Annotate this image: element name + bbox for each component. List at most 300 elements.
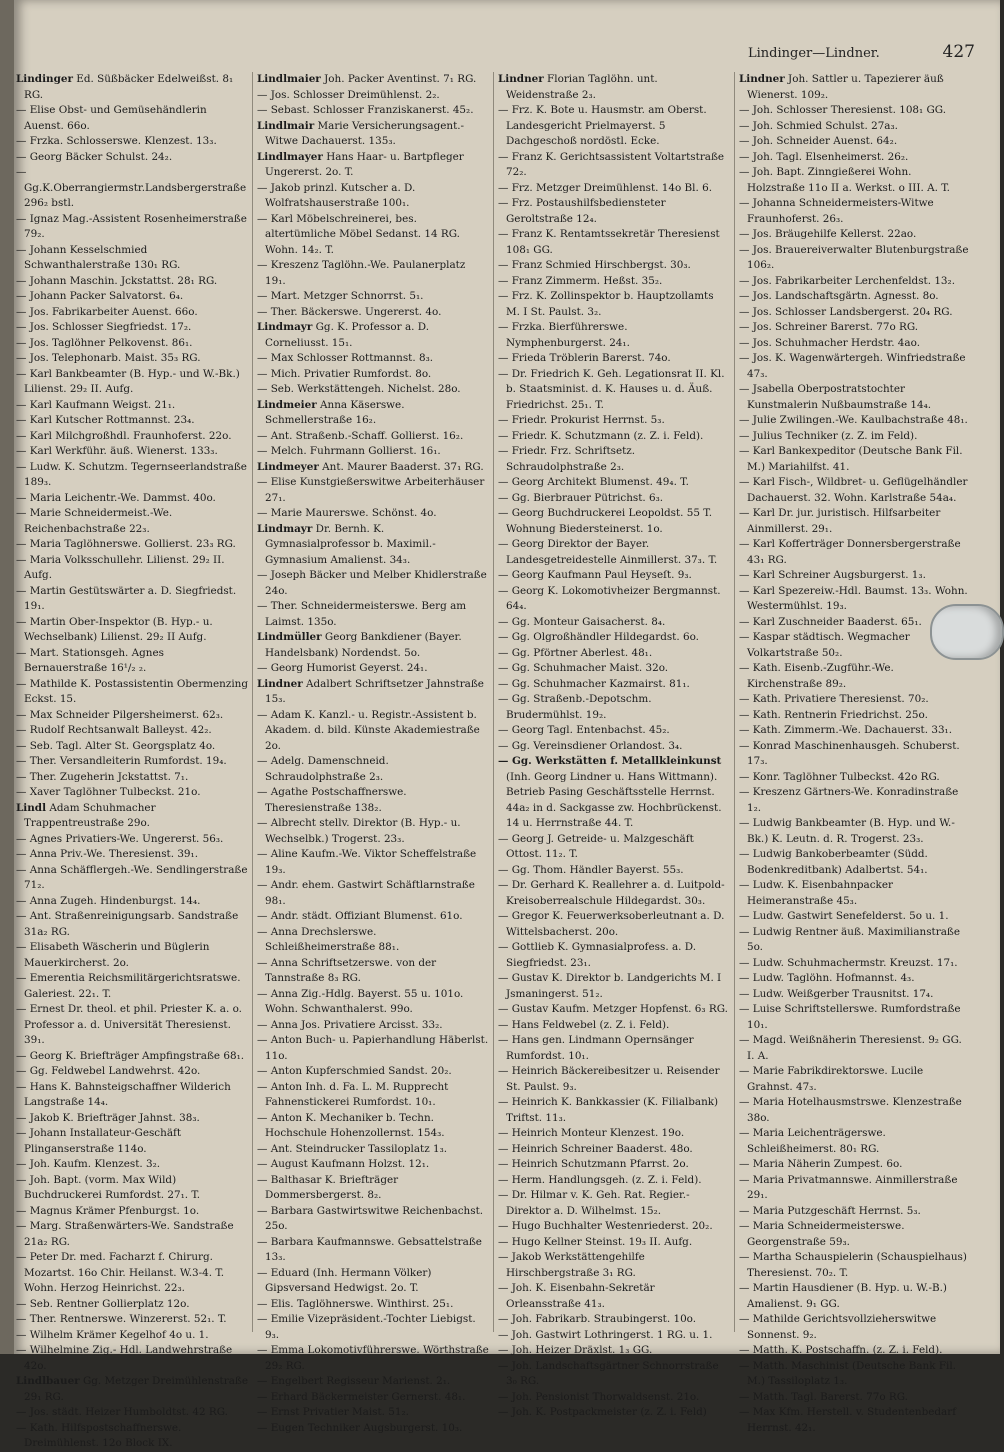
entry-text: — Anna Schäfflergeh.-We. Sendlingerstraße 71₂. bbox=[16, 863, 248, 891]
entry-text: — Rudolf Rechtsanwalt Balleyst. 42₂. bbox=[16, 724, 212, 736]
directory-entry bbox=[16, 940, 248, 971]
entry-text: — Ther. Versandleiterin Rumfordst. 19₄. bbox=[16, 755, 227, 767]
entry-text: — Frzka. Schlosserswe. Klenzest. 13₃. bbox=[16, 135, 217, 147]
entry-text: — Karl Zuschneider Baaderst. 65₁. bbox=[739, 615, 922, 628]
directory-entry bbox=[739, 1095, 971, 1126]
entry-surname: Lindmayr bbox=[257, 522, 313, 535]
entry-text: — Jos. Landschaftsgärtn. Agnesst. 8o. bbox=[739, 290, 939, 302]
directory-entry bbox=[739, 987, 971, 1003]
entry-text: — Luise Schriftstellerswe. Rumfordstraße 10₁. bbox=[739, 1003, 961, 1031]
entry-text: — Georg Architekt Blumenst. 49₄. T. bbox=[498, 476, 689, 488]
entry-text: — Anton K. Mechaniker b. Techn. Hochschule Hohenzollernst. 154₃. bbox=[257, 1111, 445, 1139]
entry-text: — Gg.K.Oberrangiermstr.Landsbergerstraße 296₂ bstl. bbox=[16, 166, 247, 209]
entry-text: — Adelg. Damenschneid. Schraudolphstraße 2₃. bbox=[257, 755, 389, 783]
directory-entry bbox=[16, 909, 248, 940]
directory-entry bbox=[739, 692, 971, 708]
directory-entry bbox=[16, 243, 248, 274]
entry-text: — Anna Priv.-We. Theresienst. 39₁. bbox=[16, 848, 199, 860]
entry-text: — Jos. Schlosser Siegfriedst. 17₂. bbox=[16, 321, 192, 333]
directory-entry bbox=[16, 785, 248, 801]
directory-entry bbox=[16, 398, 248, 414]
directory-entry bbox=[16, 274, 248, 290]
directory-entry bbox=[498, 367, 730, 414]
entry-text: — Jsabella Oberpostratstochter Kunstmalerin Nußbaumstraße 14₄. bbox=[739, 383, 932, 411]
entry-text: — Max Kfm. Herstell. v. Studentenbedarf Herrnst. 42₁. bbox=[739, 1406, 957, 1434]
entry-text: — Marie Fabrikdirektorswe. Lucile Grahnst. 47₃. bbox=[739, 1065, 924, 1093]
directory-entry bbox=[16, 832, 248, 848]
directory-entry bbox=[16, 1297, 248, 1313]
entry-text: — Ther. Bäckerswe. Ungererst. 4o. bbox=[257, 305, 442, 318]
directory-entry bbox=[257, 1297, 489, 1313]
directory-entry bbox=[498, 491, 730, 507]
entry-text: — Karl Möbelschreinerei, bes. altertümliche Möbel Sedanst. 14 RG. Wohn. 14₂. T. bbox=[257, 212, 460, 256]
entry-text: — Matth. Maschinist (Deutsche Bank Fil. M.) Tassiloplatz 1₃. bbox=[739, 1359, 956, 1387]
entry-text: — Joh. K. Postpackmeister (z. Z. i. Feld) bbox=[498, 1406, 707, 1418]
directory-entry bbox=[739, 196, 971, 227]
entry-text: — Marie Schneidermeist.-We. Reichenbachstraße 22₃. bbox=[16, 507, 173, 535]
directory-entry bbox=[16, 491, 248, 507]
directory-entry bbox=[739, 336, 971, 352]
directory-entry bbox=[498, 258, 730, 274]
directory-entry bbox=[257, 677, 489, 708]
directory-entry bbox=[498, 1343, 730, 1359]
directory-entry bbox=[257, 398, 489, 429]
entry-surname: Lindmeyer bbox=[257, 460, 319, 473]
entry-text: — Engelbert Regisseur Marienst. 2₁. bbox=[257, 1375, 451, 1387]
entry-text: — Balthasar K. Briefträger Dommersbergerst. 8₂. bbox=[257, 1173, 399, 1201]
column-1 bbox=[16, 72, 248, 1449]
entry-text: — Joh. Schneider Auenst. 64₂. bbox=[739, 135, 898, 147]
directory-entry bbox=[739, 1204, 971, 1220]
directory-entry bbox=[498, 677, 730, 693]
directory-entry bbox=[739, 1343, 971, 1359]
entry-text: — Karl Fisch-, Wildbret- u. Geflügelhändler Dachauerst. 32. Wohn. Karlstraße 54a₄. bbox=[739, 476, 968, 504]
directory-entry bbox=[257, 429, 489, 445]
entry-text: Ant. Maurer Baaderst. 37₁ RG. bbox=[322, 460, 484, 473]
entry-text: — Heinrich Schreiner Baaderst. 48o. bbox=[498, 1142, 693, 1155]
entry-text: — Johann Installateur-Geschäft Plinganserstraße 114o. bbox=[16, 1127, 182, 1155]
directory-entry bbox=[16, 1405, 248, 1421]
directory-entry bbox=[498, 72, 730, 103]
entry-text: — Anton Buch- u. Papierhandlung Häberlst. 11o. bbox=[257, 1034, 489, 1062]
entry-text: — Joseph Bäcker und Melber Khidlerstraße 24o. bbox=[257, 569, 487, 597]
directory-entry bbox=[739, 289, 971, 305]
directory-entry bbox=[257, 258, 489, 289]
directory-entry bbox=[16, 336, 248, 352]
entry-text: — Jos. Schuhmacher Herdstr. 4ao. bbox=[739, 336, 920, 349]
directory-entry bbox=[16, 754, 248, 770]
directory-entry bbox=[498, 1188, 730, 1219]
entry-surname: Lindner bbox=[498, 73, 544, 85]
directory-entry bbox=[739, 1390, 971, 1406]
entry-text: — Andr. ehem. Gastwirt Schäftlarnstraße 98₁. bbox=[257, 879, 475, 907]
directory-entry bbox=[498, 739, 730, 755]
entry-text: — Georg J. Getreide- u. Malzgeschäft Ottost. 11₂. T. bbox=[498, 832, 694, 860]
entry-text: — Maria Taglöhnerswe. Gollierst. 23₃ RG. bbox=[16, 538, 236, 550]
entry-text: — Ther. Schneidermeisterswe. Berg am Laimst. 135o. bbox=[257, 600, 467, 628]
entry-text: — Jos. Fabrikarbeiter Lerchenfeldst. 13₂. bbox=[739, 274, 956, 287]
directory-entry bbox=[498, 1064, 730, 1095]
directory-entry bbox=[257, 630, 489, 661]
entry-text: — Franz K. Gerichtsassistent Voltartstraße 72₂. bbox=[498, 150, 725, 178]
entry-text: — Joh. Bapt. (vorm. Max Wild) Buchdruckerei Rumfordst. 27₁. T. bbox=[16, 1173, 201, 1201]
directory-entry bbox=[16, 847, 248, 863]
directory-entry bbox=[16, 739, 248, 755]
directory-entry bbox=[498, 661, 730, 677]
directory-entry bbox=[257, 708, 489, 755]
directory-entry bbox=[498, 1390, 730, 1406]
entry-text: — Georg K. Briefträger Ampfingstraße 68₁. bbox=[16, 1049, 245, 1062]
entry-text: — Jos. Schreiner Barerst. 77o RG. bbox=[739, 321, 919, 333]
directory-entry bbox=[498, 1126, 730, 1142]
directory-entry bbox=[498, 444, 730, 475]
directory-entry bbox=[498, 1002, 730, 1018]
entry-text: — Jos. Brauereiverwalter Blutenburgstraße 106₂. bbox=[739, 243, 969, 271]
directory-entry bbox=[257, 1111, 489, 1142]
directory-entry bbox=[257, 305, 489, 321]
entry-text: — Karl Kutscher Rottmannst. 23₄. bbox=[16, 414, 195, 426]
entry-surname: Lindmüller bbox=[257, 631, 322, 643]
entry-text: Ed. Süßbäcker Edelweißst. 8₁ RG. bbox=[24, 73, 234, 101]
directory-entry bbox=[257, 289, 489, 305]
entry-text: — Hans Feldwebel (z. Z. i. Feld). bbox=[498, 1018, 670, 1031]
entry-text: Joh. Sattler u. Tapezierer äuß Wienerst. 109₂. bbox=[747, 73, 944, 101]
entry-text: — Herm. Handlungsgeh. (z. Z. i. Feld). bbox=[498, 1173, 702, 1186]
entry-text: — Maria Leichenträgerswe. Schleißheimerst. 80₁ RG. bbox=[739, 1127, 886, 1155]
directory-entry bbox=[498, 537, 730, 568]
entry-text: — Kath. Zimmerm.-We. Dachauerst. 33₁. bbox=[739, 724, 953, 736]
directory-entry bbox=[16, 1421, 248, 1452]
directory-entry bbox=[498, 274, 730, 290]
entry-text: — Johann Kesselschmied Schwanthalerstraße 130₁ RG. bbox=[16, 243, 181, 271]
entry-text: Adam Schuhmacher Trappentreustraße 29o. bbox=[24, 801, 156, 829]
entry-text: Marie Versicherungsagent.-Witwe Dachauerst. 135₃. bbox=[265, 119, 465, 147]
directory-entry bbox=[16, 289, 248, 305]
entry-text: — Magnus Krämer Pfenburgst. 1o. bbox=[16, 1204, 200, 1217]
entry-text: — Maria Volksschullehr. Lilienst. 29₂ II. Aufg. bbox=[16, 553, 225, 581]
entry-text: — Max Schlosser Rottmannst. 8₃. bbox=[257, 352, 434, 364]
directory-entry bbox=[16, 413, 248, 429]
directory-entry bbox=[739, 878, 971, 909]
directory-entry bbox=[739, 134, 971, 150]
directory-entry bbox=[16, 1111, 248, 1127]
entry-text: — Mart. Stationsgeh. Agnes Bernauerstraße 16¹/₂ ₂. bbox=[16, 646, 164, 674]
entry-text: — Wilhelm Krämer Kegelhof 4o u. 1. bbox=[16, 1328, 209, 1341]
entry-text: — Melch. Fuhrmann Gollierst. 16₁. bbox=[257, 445, 441, 457]
entry-text: — Kreszenz Gärtners-We. Konradinstraße 1₂. bbox=[739, 786, 959, 814]
entry-text: — Karl Kaufmann Weigst. 21₁. bbox=[16, 398, 176, 411]
entry-text: — Franz Schmied Hirschbergst. 30₃. bbox=[498, 259, 691, 271]
directory-entry bbox=[257, 661, 489, 677]
entry-text: — Joh. Pensionist Thorwaldsenst. 21o. bbox=[498, 1390, 700, 1403]
entry-text: — Sebast. Schlosser Franziskanerst. 45₂. bbox=[257, 104, 474, 116]
directory-entry bbox=[16, 1157, 248, 1173]
directory-entry bbox=[739, 119, 971, 135]
directory-entry bbox=[257, 444, 489, 460]
directory-entry bbox=[498, 1219, 730, 1235]
entry-text: — Karl Bankbeamter (B. Hyp.- und W.-Bk.) Lilienst. 29₂ II. Aufg. bbox=[16, 367, 240, 395]
entry-text: — Martin Hausdiener (B. Hyp. u. W.-B.) Amalienst. 9₁ GG. bbox=[739, 1282, 947, 1310]
directory-entry bbox=[257, 475, 489, 506]
directory-entry bbox=[498, 832, 730, 863]
directory-entry bbox=[739, 537, 971, 568]
directory-entry bbox=[739, 708, 971, 724]
directory-entry bbox=[739, 723, 971, 739]
directory-entry bbox=[16, 1064, 248, 1080]
entry-text: — Ther. Zugeherin Jckstattst. 7₁. bbox=[16, 770, 189, 783]
directory-entry bbox=[257, 1421, 489, 1437]
entry-surname: Lindl bbox=[16, 801, 47, 814]
directory-entry bbox=[498, 615, 730, 631]
entry-text: — Heinrich Bäckereibesitzer u. Reisender St. Paulst. 9₃. bbox=[498, 1065, 720, 1093]
entry-text: — Gg. Vereinsdiener Orlandost. 3₄. bbox=[498, 739, 683, 752]
entry-text: — Maria Näherin Zumpest. 6o. bbox=[739, 1158, 903, 1170]
directory-entry bbox=[498, 351, 730, 367]
directory-entry bbox=[739, 1312, 971, 1343]
entry-text: — Jos. K. Wagenwärtergeh. Winfriedstraße 47₃. bbox=[739, 352, 966, 380]
entry-text: — Georg Humorist Geyerst. 24₁. bbox=[257, 662, 428, 674]
entry-text: Gg. K. Professor a. D. Corneliusst. 15₁. bbox=[265, 321, 430, 349]
directory-entry bbox=[739, 1281, 971, 1312]
directory-entry bbox=[739, 1405, 971, 1436]
entry-text: — Franz Zimmerm. Heßst. 35₂. bbox=[498, 274, 663, 287]
directory-entry bbox=[16, 305, 248, 321]
directory-entry bbox=[257, 754, 489, 785]
directory-entry bbox=[16, 1219, 248, 1250]
entry-surname: Lindner bbox=[257, 677, 303, 690]
directory-entry bbox=[739, 413, 971, 429]
directory-entry bbox=[16, 1204, 248, 1220]
directory-entry bbox=[498, 227, 730, 258]
entry-text: — Anna Zig.-Hdlg. Bayerst. 55 u. 101o. Wohn. Schwanthalerst. 99o. bbox=[257, 987, 464, 1015]
directory-entry bbox=[257, 1312, 489, 1343]
directory-entry bbox=[257, 1033, 489, 1064]
directory-entry bbox=[498, 940, 730, 971]
entry-text: — Ther. Rentnerswe. Winzererst. 52₁. T. bbox=[16, 1313, 227, 1325]
directory-entry bbox=[16, 1173, 248, 1204]
directory-entry bbox=[739, 1250, 971, 1281]
entry-text: — Johann Packer Salvatorst. 6₄. bbox=[16, 290, 184, 302]
entry-text: — Gg. Pförtner Aberlest. 48₁. bbox=[498, 646, 653, 659]
directory-entry bbox=[739, 770, 971, 786]
entry-text: — Jos. städt. Heizer Humboldtst. 42 RG. bbox=[16, 1406, 228, 1418]
entry-text: — Franz K. Rentamtssekretär Theresienst 108₁ GG. bbox=[498, 228, 720, 256]
entry-text: — Joh. Tagl. Elsenheimerst. 26₂. bbox=[739, 150, 909, 163]
entry-text: — Maria Schneidermeisterswe. Georgenstraße 59₃. bbox=[739, 1220, 905, 1248]
entry-text: — Jos. Schlosser Landsbergerst. 20₄ RG. bbox=[739, 305, 953, 318]
directory-entry bbox=[16, 1374, 248, 1405]
column-rule bbox=[734, 72, 735, 1332]
directory-entry bbox=[739, 305, 971, 321]
directory-entry bbox=[498, 568, 730, 584]
entry-text: — Barbara Kaufmannswe. Gebsattelstraße 13₃. bbox=[257, 1235, 482, 1263]
entry-text: — Maria Putzgeschäft Herrnst. 5₃. bbox=[739, 1204, 921, 1217]
entry-text: — Hugo Buchhalter Westenriederst. 20₂. bbox=[498, 1220, 713, 1232]
directory-entry bbox=[257, 1374, 489, 1390]
directory-entry bbox=[739, 661, 971, 692]
entry-text: — Joh. Landschaftsgärtner Schnorrstraße 3₀ RG. bbox=[498, 1359, 719, 1387]
entry-text: — Dr. Hilmar v. K. Geh. Rat. Regier.-Direktor a. D. Wilhelmst. 15₂. bbox=[498, 1189, 690, 1217]
directory-entry bbox=[16, 677, 248, 708]
entry-text: — Frz. K. Bote u. Hausmstr. am Oberst. Landesgericht Prielmayerst. 5 Dachgeschoß nordöstl. Ecke. bbox=[498, 104, 707, 147]
entry-text: — Kreszenz Taglöhn.-We. Paulanerplatz 19₁. bbox=[257, 259, 466, 287]
entry-text: — Gregor K. Feuerwerksoberleutnant a. D. Wittelsbacherst. 20o. bbox=[498, 910, 725, 938]
column-3 bbox=[498, 72, 730, 1418]
entry-text: — Gustav Kaufm. Metzger Hopfenst. 6₃ RG. bbox=[498, 1003, 728, 1015]
entry-text: — Anton Inh. d. Fa. L. M. Rupprecht Fahnenstickerei Rumfordst. 10₁. bbox=[257, 1080, 449, 1108]
entry-text: — Erhard Bäckermeister Gernerst. 48₁. bbox=[257, 1390, 466, 1403]
entry-text: — Adam K. Kanzl.- u. Registr.-Assistent b. Akadem. d. bild. Künste Akademiestraße 2o. bbox=[257, 708, 480, 752]
directory-entry bbox=[257, 1343, 489, 1374]
directory-entry bbox=[16, 444, 248, 460]
entry-text: — Karl Werkführ. äuß. Wienerst. 133₃. bbox=[16, 445, 218, 457]
entry-text: — Friedr. K. Schutzmann (z. Z. i. Feld). bbox=[498, 429, 704, 442]
entry-text: — Barbara Gastwirtswitwe Reichenbachst. 25o. bbox=[257, 1204, 484, 1232]
entry-text: Adalbert Schriftsetzer Jahnstraße 15₃. bbox=[265, 677, 484, 705]
directory-entry bbox=[16, 708, 248, 724]
entry-text: — Kaspar städtisch. Wegmacher Volkartstraße 50₂. bbox=[739, 631, 910, 659]
directory-entry bbox=[739, 274, 971, 290]
entry-text: — Joh. Gastwirt Lothringerst. 1 RG. u. 1. bbox=[498, 1328, 713, 1341]
entry-text: — Maria Privatmannswe. Ainmillerstraße 29₁. bbox=[739, 1173, 958, 1201]
entry-text: — Ant. Steindrucker Tassiloplatz 1₃. bbox=[257, 1142, 448, 1155]
directory-entry bbox=[498, 878, 730, 909]
entry-text: — Albrecht stellv. Direktor (B. Hyp.- u. Wechselbk.) Trogerst. 23₃. bbox=[257, 817, 461, 845]
entry-text: — Georg Bäcker Schulst. 24₂. bbox=[16, 150, 173, 163]
directory-entry bbox=[498, 475, 730, 491]
directory-entry bbox=[257, 506, 489, 522]
entry-text: — Gustav K. Direktor b. Landgerichts M. I Jsmaningerst. 51₂. bbox=[498, 972, 722, 1000]
entry-text: — Peter Dr. med. Facharzt f. Chirurg. Mozartst. 16o Chir. Heilanst. W.3-4. T. Wohn. Herzog Heinrichst. 22₃. bbox=[16, 1251, 225, 1294]
entry-text: — Heinrich Monteur Klenzest. 19o. bbox=[498, 1127, 685, 1139]
directory-entry bbox=[16, 367, 248, 398]
directory-entry bbox=[257, 568, 489, 599]
entry-text: — Marg. Straßenwärters-We. Sandstraße 21a₂ RG. bbox=[16, 1220, 234, 1248]
directory-entry bbox=[16, 1250, 248, 1297]
directory-entry bbox=[257, 878, 489, 909]
entry-text: — Martha Schauspielerin (Schauspielhaus) Theresienst. 70₂. T. bbox=[739, 1251, 967, 1279]
directory-entry bbox=[498, 181, 730, 197]
entry-text: — Friedr. Frz. Schriftsetz. Schraudolphstraße 2₃. bbox=[498, 445, 636, 473]
directory-entry bbox=[16, 460, 248, 491]
directory-columns bbox=[16, 72, 978, 1449]
entry-text: — Ludw. K. Eisenbahnpacker Heimeranstraße 45₃. bbox=[739, 879, 893, 907]
directory-entry bbox=[16, 553, 248, 584]
directory-entry bbox=[739, 847, 971, 878]
directory-entry bbox=[257, 1405, 489, 1421]
directory-entry bbox=[16, 72, 248, 103]
entry-text: — Maria Hotelhausmstrswe. Klenzestraße 38o. bbox=[739, 1096, 962, 1124]
directory-entry bbox=[16, 584, 248, 615]
directory-entry bbox=[257, 181, 489, 212]
directory-entry bbox=[739, 506, 971, 537]
entry-surname: — Gg. Werkstätten f. Metallkleinkunst bbox=[498, 755, 722, 767]
entry-text: — Gg. Feldwebel Landwehrst. 42o. bbox=[16, 1065, 201, 1077]
directory-entry bbox=[16, 506, 248, 537]
entry-text: — Hans K. Bahnsteigschaffner Wilderich Langstraße 14₄. bbox=[16, 1080, 231, 1108]
entry-text: — Martin Ober-Inspektor (B. Hyp.- u. Wechselbank) Lilienst. 29₂ II Aufg. bbox=[16, 615, 213, 643]
directory-entry bbox=[257, 367, 489, 383]
entry-text: Joh. Packer Aventinst. 7₁ RG. bbox=[324, 73, 477, 85]
entry-text: — Andr. städt. Offiziant Blumenst. 61o. bbox=[257, 910, 463, 922]
entry-text: — Georg Direktor der Bayer. Landesgetreidestelle Ainmillerst. 37₃. T. bbox=[498, 538, 718, 566]
entry-text: — Karl Bankexpeditor (Deutsche Bank Fil. M.) Mariahilfst. 41. bbox=[739, 445, 963, 473]
directory-entry bbox=[498, 754, 730, 832]
directory-entry bbox=[257, 212, 489, 259]
entry-text: — Georg Tagl. Entenbachst. 45₂. bbox=[498, 724, 670, 736]
directory-entry bbox=[257, 816, 489, 847]
directory-entry bbox=[257, 1235, 489, 1266]
entry-text: — Emma Lokomotivführerswe. Wörthstraße 29₂ RG. bbox=[257, 1344, 489, 1372]
directory-entry bbox=[257, 785, 489, 816]
entry-surname: Lindlbauer bbox=[16, 1375, 80, 1387]
entry-text: — Friedr. Prokurist Herrnst. 5₃. bbox=[498, 414, 665, 426]
entry-text: — Matth. K. Postschaffn. (z. Z. i. Feld). bbox=[739, 1344, 943, 1356]
directory-entry bbox=[739, 568, 971, 584]
entry-surname: Lindlmayer bbox=[257, 150, 323, 163]
entry-text: — Magd. Weißnäherin Theresienst. 9₂ GG. I. A. bbox=[739, 1034, 962, 1062]
directory-entry bbox=[739, 925, 971, 956]
entry-text: (Inh. Georg Lindner u. Hans Wittmann). Betrieb Pasing Geschäftsstelle Herrnst. 44a₂ in d. Sackgasse zw. Hochbrückenst. 14 u. Herrnstraße 44. T. bbox=[506, 770, 722, 829]
entry-text: — Aline Kaufm.-We. Viktor Scheffelstraße 19₃. bbox=[257, 848, 477, 876]
entry-text: — Elise Kunstgießerswitwe Arbeiterhäuser 27₁. bbox=[257, 476, 485, 504]
directory-entry bbox=[16, 863, 248, 894]
directory-entry bbox=[257, 847, 489, 878]
entry-text: — Anna Zugeh. Hindenburgst. 14₄. bbox=[16, 894, 201, 907]
directory-entry bbox=[257, 150, 489, 181]
directory-entry bbox=[498, 1142, 730, 1158]
entry-text: — Karl Milchgroßhdl. Fraunhoferst. 22o. bbox=[16, 429, 232, 442]
entry-text: — Joh. Heizer Dräxlst. 1₃ GG. bbox=[498, 1344, 653, 1356]
directory-entry bbox=[498, 863, 730, 879]
entry-text: — Anna Jos. Privatiere Arcisst. 33₂. bbox=[257, 1018, 443, 1031]
entry-text: — Kath. Privatiere Theresienst. 70₂. bbox=[739, 693, 929, 705]
entry-text: — Emilie Vizepräsident.-Tochter Liebigst. 9₃. bbox=[257, 1313, 476, 1341]
entry-text: — Ludwig Rentner äuß. Maximilianstraße 5o. bbox=[739, 925, 960, 953]
entry-text: — Georg K. Lokomotivheizer Bergmannst. 64₄. bbox=[498, 584, 721, 612]
directory-entry bbox=[498, 584, 730, 615]
entry-text: — Kath. Eisenb.-Zugführ.-We. Kirchenstraße 89₂. bbox=[739, 662, 894, 690]
directory-entry bbox=[739, 909, 971, 925]
directory-entry bbox=[16, 1080, 248, 1111]
entry-text: — Jos. Taglöhner Pelkovenst. 86₁. bbox=[16, 336, 193, 349]
directory-entry bbox=[498, 1328, 730, 1344]
entry-text: — Joh. Fabrikarb. Straubingerst. 10o. bbox=[498, 1313, 697, 1325]
directory-entry bbox=[16, 134, 248, 150]
entry-surname: Lindlmair bbox=[257, 119, 315, 132]
directory-entry bbox=[257, 1142, 489, 1158]
entry-text: — Julie Zwilingen.-We. Kaulbachstraße 48₁. bbox=[739, 414, 968, 426]
entry-text: — Eduard (Inh. Hermann Völker) Gipsversand Hedwigst. 2o. T. bbox=[257, 1266, 432, 1294]
paper-clip bbox=[930, 604, 1004, 660]
entry-text: — Ludw. K. Schutzm. Tegernseerlandstraße 189₃. bbox=[16, 460, 247, 488]
entry-text: — Konrad Maschinenhausgeh. Schuberst. 17₃. bbox=[739, 739, 960, 767]
entry-text: — Georg Kaufmann Paul Heyseſt. 9₃. bbox=[498, 569, 692, 581]
entry-text: — Emerentia Reichsmilitärgerichtsratswe. Galeriest. 22₁. T. bbox=[16, 972, 241, 1000]
directory-entry bbox=[498, 1281, 730, 1312]
directory-entry bbox=[16, 1328, 248, 1344]
directory-entry bbox=[498, 196, 730, 227]
directory-entry bbox=[257, 522, 489, 569]
entry-text: — Gg. Thom. Händler Bayerst. 55₃. bbox=[498, 863, 684, 876]
directory-entry bbox=[16, 537, 248, 553]
directory-entry bbox=[739, 1126, 971, 1157]
directory-entry bbox=[498, 1018, 730, 1034]
directory-entry bbox=[16, 320, 248, 336]
directory-entry bbox=[16, 212, 248, 243]
directory-entry bbox=[257, 1018, 489, 1034]
entry-text: — Hugo Kellner Steinst. 19₃ II. Aufg. bbox=[498, 1235, 693, 1248]
